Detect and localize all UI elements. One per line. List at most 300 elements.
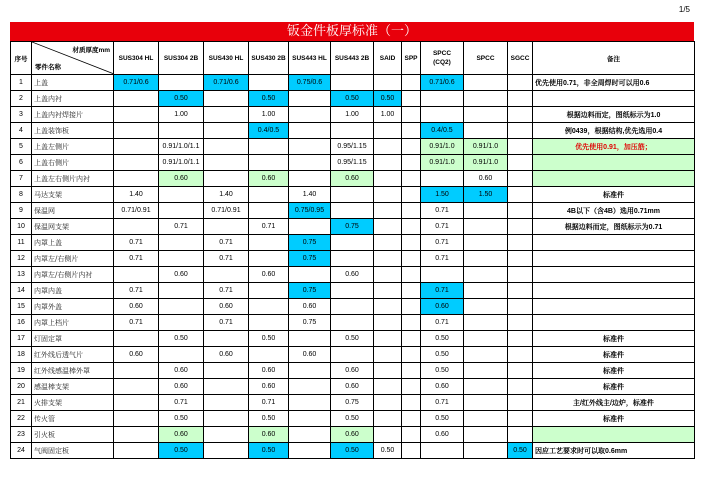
thickness-cell: 1.00 [331, 107, 374, 123]
thickness-cell [331, 75, 374, 91]
thickness-cell [374, 315, 402, 331]
thickness-cell: 0.50 [421, 411, 464, 427]
thickness-cell [464, 107, 508, 123]
header-material: SAID [374, 42, 402, 75]
header-remarks: 备注 [533, 42, 695, 75]
table-row [11, 219, 695, 235]
thickness-cell [114, 267, 159, 283]
thickness-cell: 0.60 [289, 299, 331, 315]
thickness-cell [159, 347, 204, 363]
table-row [11, 443, 695, 459]
thickness-cell [289, 139, 331, 155]
thickness-cell: 0.75 [289, 235, 331, 251]
row-number: 11 [11, 235, 32, 251]
thickness-cell [402, 219, 421, 235]
table-row [11, 187, 695, 203]
thickness-cell: 0.60 [249, 171, 289, 187]
header-material: SUS304 HL [114, 42, 159, 75]
thickness-cell [402, 427, 421, 443]
part-name: 上盖 [32, 75, 114, 91]
row-number: 7 [11, 171, 32, 187]
remark-cell: 标准件 [533, 379, 695, 395]
thickness-cell [464, 123, 508, 139]
thickness-cell [464, 299, 508, 315]
remark-cell: 标准件 [533, 187, 695, 203]
part-name: 上盖左右侧片内衬 [32, 171, 114, 187]
thickness-cell [402, 187, 421, 203]
thickness-cell [508, 379, 533, 395]
row-number: 1 [11, 75, 32, 91]
row-number: 6 [11, 155, 32, 171]
part-name: 内罩外盖 [32, 299, 114, 315]
part-name: 红外线感温棒外罩 [32, 363, 114, 379]
thickness-cell: 0.71 [114, 283, 159, 299]
thickness-cell [114, 219, 159, 235]
thickness-cell [204, 443, 249, 459]
row-number: 8 [11, 187, 32, 203]
thickness-cell: 0.60 [421, 427, 464, 443]
part-name: 上盖右侧片 [32, 155, 114, 171]
thickness-cell: 0.71 [421, 235, 464, 251]
part-name: 感温棒支架 [32, 379, 114, 395]
thickness-cell [114, 427, 159, 443]
row-number: 23 [11, 427, 32, 443]
thickness-cell: 0.75 [289, 315, 331, 331]
thickness-cell: 0.60 [204, 347, 249, 363]
thickness-cell [289, 219, 331, 235]
part-name: 内罩左/右侧片 [32, 251, 114, 267]
thickness-cell: 0.71 [249, 219, 289, 235]
part-name: 传火管 [32, 411, 114, 427]
part-name: 马达支架 [32, 187, 114, 203]
header-thickness-label: 材质厚度mm [72, 47, 110, 54]
thickness-cell [289, 107, 331, 123]
thickness-cell [114, 379, 159, 395]
thickness-cell [114, 155, 159, 171]
part-name: 上盖内衬 [32, 91, 114, 107]
thickness-cell [159, 283, 204, 299]
thickness-cell: 0.50 [159, 411, 204, 427]
table-row [11, 139, 695, 155]
thickness-cell: 0.60 [331, 267, 374, 283]
remark-cell: 根据边料而定，图纸标示为1.0 [533, 107, 695, 123]
thickness-cell [249, 299, 289, 315]
remark-cell [533, 171, 695, 187]
row-number: 5 [11, 139, 32, 155]
thickness-cell: 0.50 [249, 411, 289, 427]
thickness-cell: 0.60 [159, 267, 204, 283]
row-number: 17 [11, 331, 32, 347]
header-material: SUS430 2B [249, 42, 289, 75]
thickness-cell [331, 235, 374, 251]
thickness-cell [421, 91, 464, 107]
thickness-cell [464, 427, 508, 443]
thickness-cell [464, 283, 508, 299]
thickness-cell: 0.71 [204, 315, 249, 331]
thickness-cell: 1.50 [421, 187, 464, 203]
thickness-cell [464, 219, 508, 235]
thickness-cell [204, 219, 249, 235]
thickness-cell: 0.60 [249, 379, 289, 395]
thickness-cell: 0.71 [421, 283, 464, 299]
thickness-cell [159, 251, 204, 267]
thickness-cell [204, 107, 249, 123]
thickness-cell: 0.60 [331, 171, 374, 187]
thickness-cell [204, 411, 249, 427]
part-name: 内罩内盖 [32, 283, 114, 299]
header-diagonal-cell [32, 42, 114, 75]
thickness-cell [402, 347, 421, 363]
header-material: SUS443 HL [289, 42, 331, 75]
thickness-cell: 0.71 [421, 203, 464, 219]
part-name: 上盖装饰板 [32, 123, 114, 139]
thickness-cell [508, 395, 533, 411]
thickness-cell [464, 443, 508, 459]
thickness-cell: 0.71 [204, 235, 249, 251]
thickness-cell: 0.71 [159, 219, 204, 235]
thickness-cell [464, 315, 508, 331]
thickness-cell: 1.00 [374, 107, 402, 123]
header-seq: 序号 [11, 42, 32, 75]
table-row [11, 315, 695, 331]
thickness-cell: 1.40 [204, 187, 249, 203]
thickness-cell: 1.40 [114, 187, 159, 203]
thickness-cell [331, 251, 374, 267]
thickness-cell [402, 443, 421, 459]
thickness-cell [402, 379, 421, 395]
thickness-cell [331, 347, 374, 363]
thickness-cell [114, 411, 159, 427]
remark-cell: 根据边料而定，图纸标示为0.71 [533, 219, 695, 235]
part-name: 保温网支架 [32, 219, 114, 235]
thickness-table [10, 41, 695, 459]
thickness-cell [374, 395, 402, 411]
thickness-cell [289, 123, 331, 139]
thickness-cell [331, 315, 374, 331]
thickness-cell: 0.50 [159, 443, 204, 459]
thickness-cell [331, 203, 374, 219]
thickness-cell [508, 283, 533, 299]
remark-cell [533, 315, 695, 331]
remark-cell: 优先使用0.91，加压筋； [533, 139, 695, 155]
row-number: 13 [11, 267, 32, 283]
thickness-cell [402, 155, 421, 171]
thickness-cell [159, 299, 204, 315]
thickness-cell: 0.91/1.0 [464, 139, 508, 155]
row-number: 2 [11, 91, 32, 107]
part-name: 灯固定罩 [32, 331, 114, 347]
thickness-cell [204, 331, 249, 347]
table-row [11, 363, 695, 379]
thickness-cell: 0.50 [159, 331, 204, 347]
thickness-cell: 0.60 [114, 347, 159, 363]
thickness-cell: 0.71 [114, 251, 159, 267]
part-name: 上盖内衬焊接片 [32, 107, 114, 123]
thickness-cell [289, 379, 331, 395]
thickness-cell: 0.60 [204, 299, 249, 315]
part-name: 上盖左侧片 [32, 139, 114, 155]
thickness-cell: 0.60 [249, 427, 289, 443]
table-row [11, 123, 695, 139]
thickness-cell: 0.50 [249, 91, 289, 107]
thickness-cell [114, 91, 159, 107]
page-number: 1/5 [678, 5, 690, 14]
thickness-cell [464, 251, 508, 267]
remark-cell: 标准件 [533, 363, 695, 379]
thickness-cell [374, 299, 402, 315]
thickness-cell: 0.71 [421, 395, 464, 411]
thickness-cell [114, 443, 159, 459]
thickness-cell: 0.60 [289, 347, 331, 363]
thickness-cell [204, 171, 249, 187]
thickness-cell [159, 187, 204, 203]
thickness-cell [331, 123, 374, 139]
part-name: 气阀固定板 [32, 443, 114, 459]
thickness-cell: 0.60 [159, 427, 204, 443]
thickness-cell [508, 315, 533, 331]
row-number: 16 [11, 315, 32, 331]
thickness-cell: 1.00 [159, 107, 204, 123]
thickness-cell [508, 363, 533, 379]
row-number: 19 [11, 363, 32, 379]
thickness-cell [289, 331, 331, 347]
thickness-cell [402, 251, 421, 267]
remark-cell: 标准件 [533, 411, 695, 427]
thickness-cell [508, 411, 533, 427]
thickness-cell [289, 155, 331, 171]
thickness-cell: 0.60 [331, 379, 374, 395]
header-material: SUS430 HL [204, 42, 249, 75]
thickness-cell [402, 299, 421, 315]
remark-cell: 例0439，根据结构,优先选用0.4 [533, 123, 695, 139]
row-number: 4 [11, 123, 32, 139]
table-row [11, 91, 695, 107]
thickness-cell: 0.91/1.0/1.1 [159, 155, 204, 171]
thickness-cell [114, 171, 159, 187]
thickness-cell [374, 123, 402, 139]
thickness-cell: 0.75/0.6 [289, 75, 331, 91]
thickness-cell [508, 91, 533, 107]
thickness-cell [402, 75, 421, 91]
thickness-cell [374, 283, 402, 299]
thickness-cell [421, 107, 464, 123]
thickness-cell: 0.50 [374, 91, 402, 107]
header-row [11, 42, 695, 75]
thickness-cell [249, 251, 289, 267]
thickness-cell [402, 363, 421, 379]
thickness-cell: 0.71/0.91 [114, 203, 159, 219]
thickness-cell: 0.50 [249, 331, 289, 347]
thickness-cell: 0.71/0.6 [204, 75, 249, 91]
thickness-cell [204, 155, 249, 171]
remark-cell [533, 283, 695, 299]
thickness-cell: 0.50 [331, 91, 374, 107]
thickness-cell: 0.60 [464, 171, 508, 187]
thickness-cell [114, 123, 159, 139]
thickness-cell: 0.71 [204, 251, 249, 267]
table-row [11, 75, 695, 91]
thickness-cell: 0.60 [159, 363, 204, 379]
remark-cell: 4B以下（含4B）选用0.71mm [533, 203, 695, 219]
thickness-cell [374, 379, 402, 395]
part-name: 火排支架 [32, 395, 114, 411]
thickness-cell: 0.71 [114, 235, 159, 251]
thickness-cell [289, 443, 331, 459]
thickness-cell: 0.75 [331, 219, 374, 235]
header-part-name-label: 零件名称 [35, 64, 61, 71]
thickness-cell [464, 267, 508, 283]
thickness-cell [508, 427, 533, 443]
header-material: SGCC [508, 42, 533, 75]
table-row [11, 155, 695, 171]
thickness-cell [402, 315, 421, 331]
table-row [11, 331, 695, 347]
thickness-cell [204, 267, 249, 283]
row-number: 22 [11, 411, 32, 427]
thickness-cell [421, 443, 464, 459]
row-number: 9 [11, 203, 32, 219]
table-row [11, 171, 695, 187]
thickness-cell [159, 315, 204, 331]
thickness-cell [331, 299, 374, 315]
thickness-cell [374, 427, 402, 443]
thickness-cell [204, 427, 249, 443]
part-name: 引火板 [32, 427, 114, 443]
thickness-cell [508, 235, 533, 251]
thickness-cell: 0.71 [204, 283, 249, 299]
thickness-cell: 0.71 [421, 251, 464, 267]
thickness-cell [249, 203, 289, 219]
thickness-cell [402, 91, 421, 107]
thickness-cell [402, 411, 421, 427]
thickness-cell [374, 139, 402, 155]
thickness-cell [331, 283, 374, 299]
thickness-cell [464, 75, 508, 91]
thickness-cell [508, 219, 533, 235]
thickness-cell [464, 395, 508, 411]
thickness-cell [249, 347, 289, 363]
thickness-cell [464, 347, 508, 363]
thickness-cell [374, 155, 402, 171]
part-name: 保温网 [32, 203, 114, 219]
remark-cell: 因应工艺要求时可以取0.6mm [533, 443, 695, 459]
remark-cell: 主/红外线主/边炉，标准件 [533, 395, 695, 411]
thickness-cell [114, 395, 159, 411]
thickness-cell [204, 379, 249, 395]
thickness-cell: 0.50 [331, 331, 374, 347]
row-number: 24 [11, 443, 32, 459]
remark-cell [533, 427, 695, 443]
thickness-cell [508, 251, 533, 267]
thickness-cell: 0.60 [159, 379, 204, 395]
row-number: 3 [11, 107, 32, 123]
thickness-cell [402, 331, 421, 347]
thickness-cell [508, 171, 533, 187]
table-row [11, 379, 695, 395]
thickness-cell [289, 427, 331, 443]
row-number: 18 [11, 347, 32, 363]
thickness-cell [374, 187, 402, 203]
remark-cell [533, 91, 695, 107]
thickness-cell [374, 411, 402, 427]
row-number: 20 [11, 379, 32, 395]
thickness-cell: 0.91/1.0 [464, 155, 508, 171]
thickness-cell: 0.71/0.6 [421, 75, 464, 91]
thickness-cell: 0.71 [249, 395, 289, 411]
thickness-cell [374, 171, 402, 187]
row-number: 10 [11, 219, 32, 235]
thickness-cell [402, 203, 421, 219]
thickness-cell [204, 139, 249, 155]
row-number: 21 [11, 395, 32, 411]
thickness-cell: 1.00 [249, 107, 289, 123]
table-row [11, 427, 695, 443]
thickness-cell [464, 235, 508, 251]
thickness-cell [374, 219, 402, 235]
part-name: 红外线后透气片 [32, 347, 114, 363]
thickness-cell [374, 267, 402, 283]
remark-cell: 标准件 [533, 347, 695, 363]
thickness-cell: 0.4/0.5 [249, 123, 289, 139]
thickness-cell: 0.75 [289, 251, 331, 267]
thickness-cell: 0.60 [114, 299, 159, 315]
thickness-cell: 1.50 [464, 187, 508, 203]
thickness-cell: 0.75 [289, 283, 331, 299]
thickness-cell [464, 411, 508, 427]
thickness-cell: 0.60 [159, 171, 204, 187]
thickness-cell [374, 363, 402, 379]
remark-cell [533, 267, 695, 283]
thickness-cell [421, 267, 464, 283]
header-material: SPCC (CQ2) [421, 42, 464, 75]
row-number: 15 [11, 299, 32, 315]
thickness-cell [249, 283, 289, 299]
thickness-cell [464, 379, 508, 395]
remark-cell [533, 251, 695, 267]
thickness-cell: 0.91/1.0 [421, 139, 464, 155]
thickness-cell [289, 411, 331, 427]
thickness-cell [464, 91, 508, 107]
thickness-cell [402, 139, 421, 155]
thickness-cell: 0.50 [331, 411, 374, 427]
remark-cell: 优先使用0.71，非全周焊时可以用0.6 [533, 75, 695, 91]
table-row [11, 267, 695, 283]
remark-cell [533, 155, 695, 171]
thickness-cell [204, 123, 249, 139]
thickness-cell [508, 123, 533, 139]
thickness-cell [374, 347, 402, 363]
thickness-cell [331, 187, 374, 203]
thickness-cell: 0.71 [421, 219, 464, 235]
thickness-cell: 0.71/0.91 [204, 203, 249, 219]
thickness-cell [508, 187, 533, 203]
part-name: 内罩上档片 [32, 315, 114, 331]
thickness-cell: 0.60 [421, 299, 464, 315]
thickness-cell [508, 155, 533, 171]
thickness-cell [289, 363, 331, 379]
row-number: 12 [11, 251, 32, 267]
thickness-cell [374, 203, 402, 219]
thickness-cell: 1.40 [289, 187, 331, 203]
thickness-cell: 0.95/1.15 [331, 155, 374, 171]
thickness-cell: 0.71 [159, 395, 204, 411]
header-material: SPCC [464, 42, 508, 75]
thickness-cell [374, 235, 402, 251]
thickness-cell [114, 107, 159, 123]
thickness-cell: 0.50 [421, 347, 464, 363]
remark-cell [533, 299, 695, 315]
thickness-cell: 0.60 [331, 363, 374, 379]
